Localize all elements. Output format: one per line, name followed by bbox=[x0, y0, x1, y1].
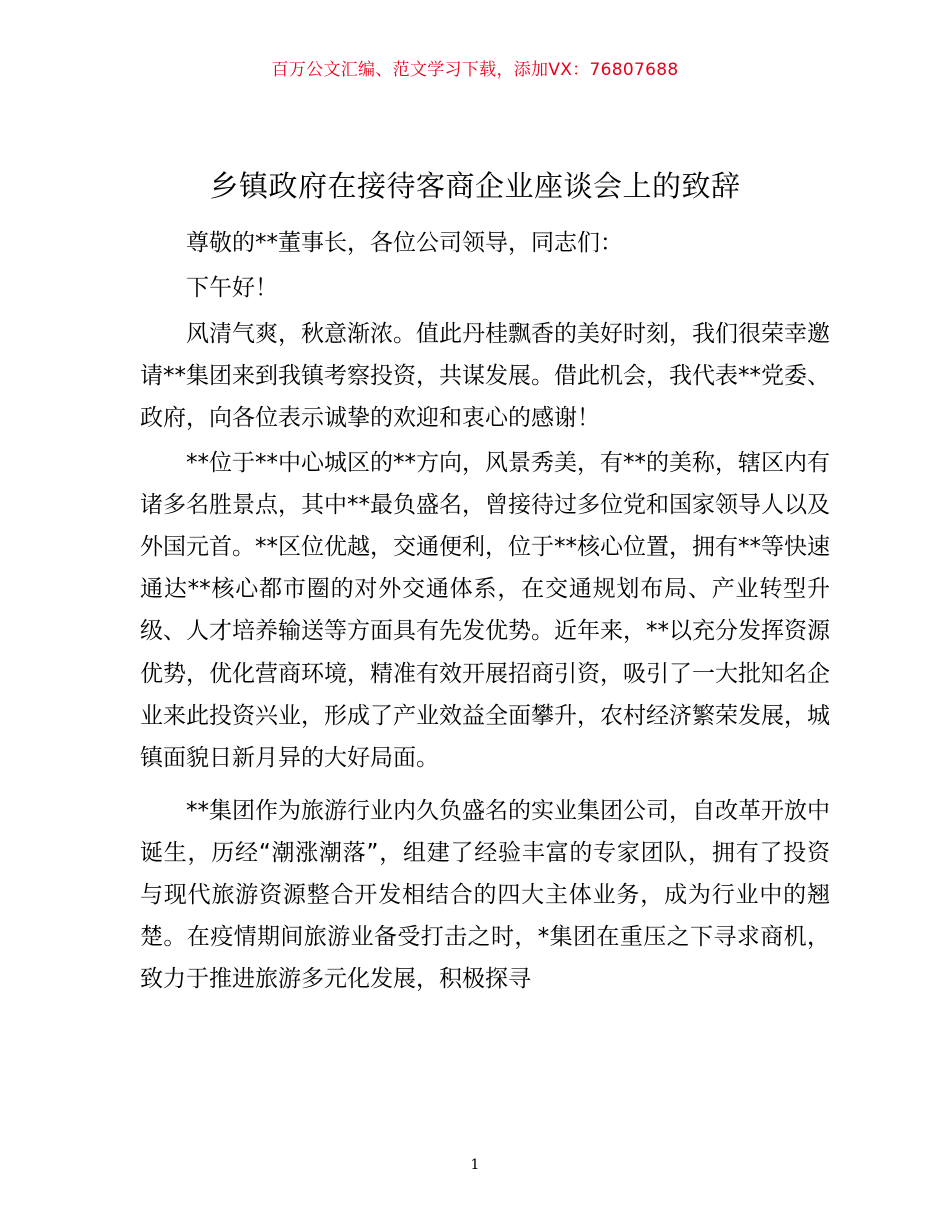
paragraph: 风清气爽，秋意渐浓。值此丹桂飘香的美好时刻，我们很荣幸邀请**集团来到我镇考察投资，共谋发展。借此机会，我代表**党委、政府，向各位表示诚挚的欢迎和衷心的感谢！ bbox=[140, 320, 830, 431]
paragraph: **位于**中心城区的**方向，风景秀美，有**的美称，辖区内有诸多名胜景点，其中**最负盛名，曾接待过多位党和国家领导人以及外国元首。**区位优越，交通便利，位于**核心位置，拥有**等快速通达**核心都市圈的对外交通体系，在交通规划布局、产业转型升级、人才培养输送等方面具有先发优势。近年来，**以充分发挥资源优势，优化营商环境，精准有效开展招商引资，吸引了一大批知名企业来此投资兴业，形成了产业效益全面攀升，农村经济繁荣发展，城镇面貌日新月异的大好局面。 bbox=[140, 450, 830, 771]
document-title: 乡镇政府在接待客商企业座谈会上的致辞 bbox=[209, 169, 741, 203]
page-number: 1 bbox=[470, 1157, 480, 1173]
greeting: 下午好！ bbox=[186, 275, 278, 302]
header-banner: 百万公文汇编、范文学习下载，添加VX：76807688 bbox=[271, 60, 679, 80]
salutation: 尊敬的**董事长，各位公司领导，同志们： bbox=[186, 230, 623, 256]
paragraph: **集团作为旅游行业内久负盛名的实业集团公司，自改革开放中诞生，历经“潮涨潮落”，组建了经验丰富的专家团队，拥有了投资与现代旅游资源整合开发相结合的四大主体业务，成为行业中的翘楚。在疫情期间旅游业备受打击之时，*集团在重压之下寻求商机，致力于推进旅游多元化发展，积极探寻 bbox=[140, 797, 830, 993]
document-body bbox=[140, 222, 830, 1003]
